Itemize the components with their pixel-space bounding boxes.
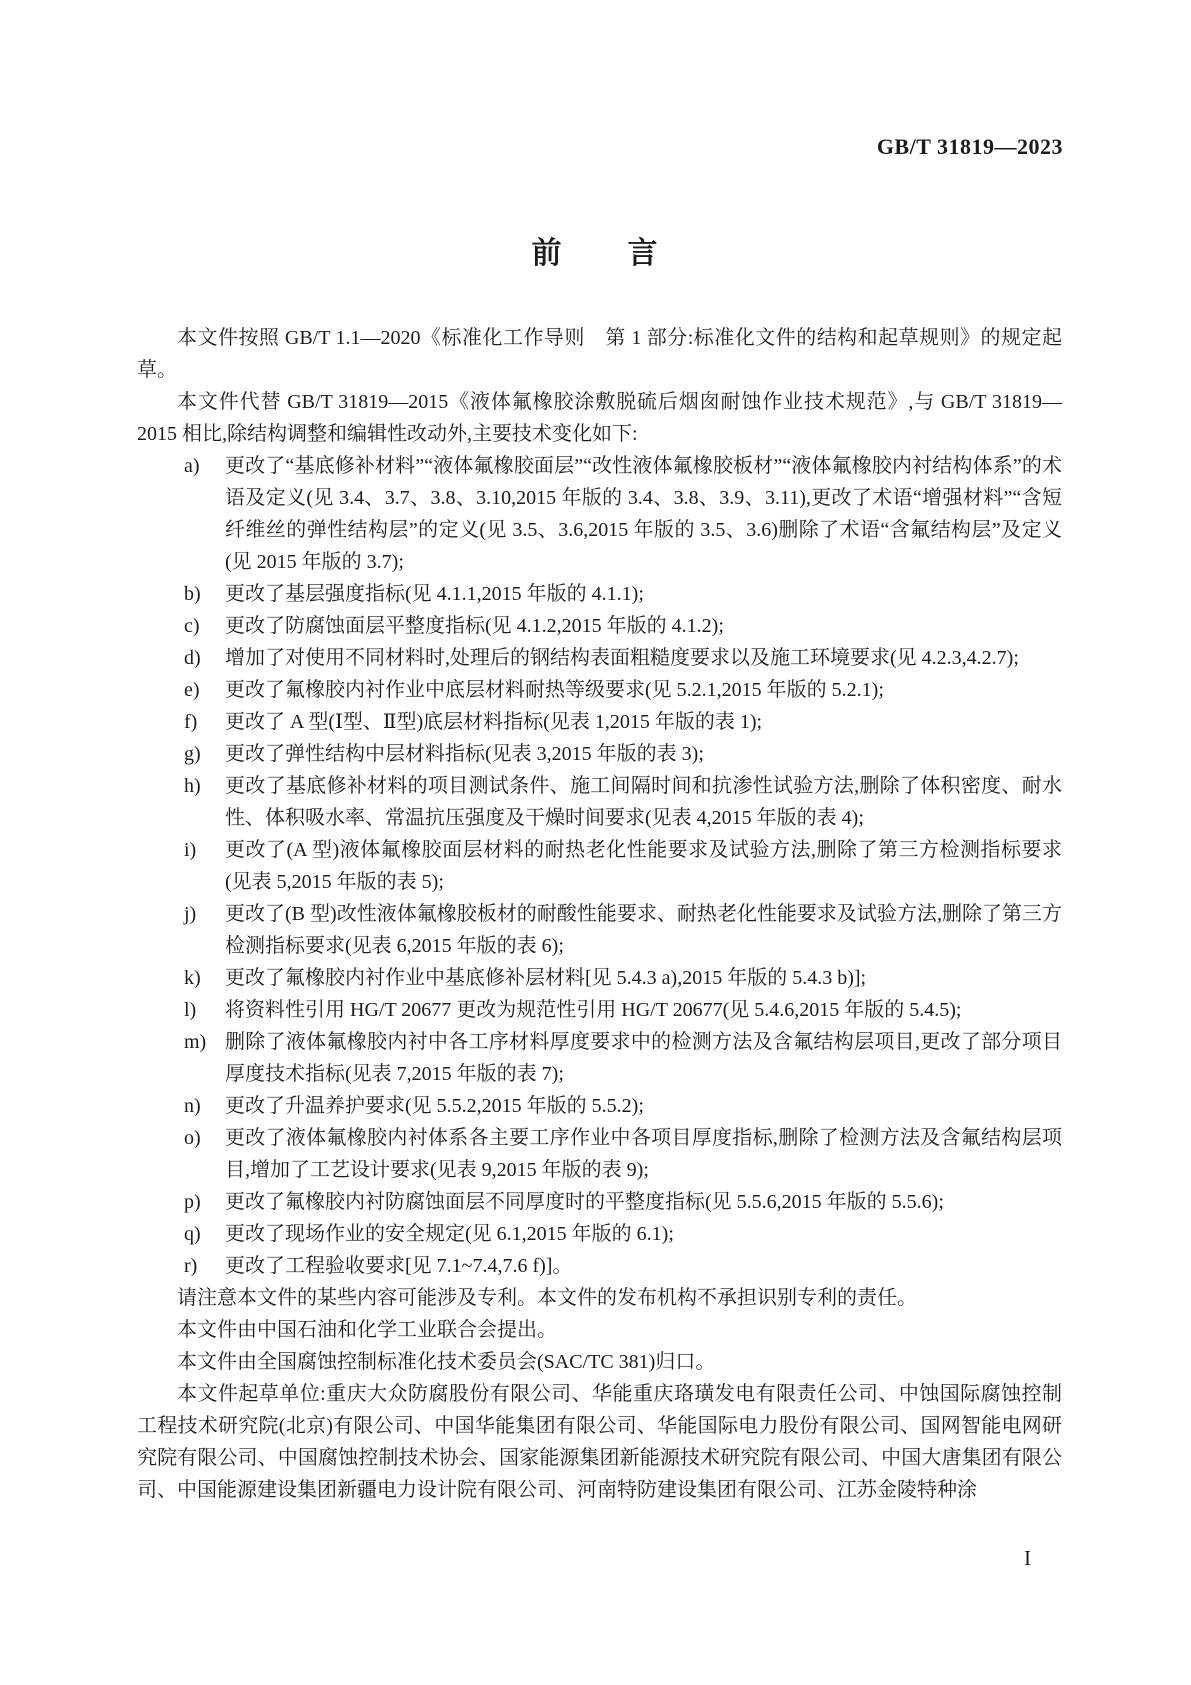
change-item-label: f): [184, 711, 198, 733]
change-item-label: h): [184, 775, 201, 797]
change-item-label: g): [184, 743, 201, 765]
change-item-label: a): [184, 455, 200, 477]
change-item-text: 更改了液体氟橡胶内衬体系各主要工序作业中各项目厚度指标,删除了检测方法及含氟结构层项目,增加了工艺设计要求(见表 9,2015 年版的表 9);: [225, 1127, 1062, 1181]
change-item: [137, 770, 1062, 834]
change-item: [137, 450, 1062, 578]
change-item-label: c): [184, 615, 200, 637]
intro-paragraph-2: 本文件代替 GB/T 31819—2015《液体氟橡胶涂敷脱硫后烟囱耐蚀作业技术规范》,与 GB/T 31819—2015 相比,除结构调整和编辑性改动外,主要技术变化如下:: [137, 391, 1062, 445]
change-item-label: n): [184, 1095, 201, 1117]
change-item-text: 更改了“基底修补材料”“液体氟橡胶面层”“改性液体氟橡胶板材”“液体氟橡胶内衬结构体系”的术语及定义(见 3.4、3.7、3.8、3.10,2015 年版的 3.4、3.8、3.9、3.11),更改了术语“增强材料”“含短纤维丝的弹性结构层”的定义(见 3.5、3.6,2015 年版的 3.5、3.6)删除了术语“含氟结构层”及定义(见 2015 年版的 3.7);: [225, 455, 1062, 573]
change-item-text: 更改了基底修补材料的项目测试条件、施工间隔时间和抗渗性试验方法,删除了体积密度、耐水性、体积吸水率、常温抗压强度及干燥时间要求(见表 4,2015 年版的表 4);: [225, 775, 1062, 829]
change-item-label: q): [184, 1223, 201, 1245]
change-item-text: 删除了液体氟橡胶内衬中各工序材料厚度要求中的检测方法及含氟结构层项目,更改了部分项目厚度技术指标(见表 7,2015 年版的表 7);: [225, 1031, 1062, 1085]
change-item: [137, 1122, 1062, 1186]
change-list: [137, 450, 1062, 1282]
change-item-label: p): [184, 1191, 201, 1213]
change-item-text: 更改了氟橡胶内衬作业中底层材料耐热等级要求(见 5.2.1,2015 年版的 5.2.1);: [225, 679, 884, 701]
change-item-label: r): [184, 1255, 198, 1277]
change-item-text: 更改了氟橡胶内衬防腐蚀面层不同厚度时的平整度指标(见 5.5.6,2015 年版的 5.5.6);: [225, 1191, 944, 1213]
change-item-label: e): [184, 679, 200, 701]
change-item-label: j): [184, 903, 197, 925]
change-item: [137, 1090, 1062, 1122]
page-title: 前 言: [531, 237, 660, 270]
intro-paragraph-1: 本文件按照 GB/T 1.1—2020《标准化工作导则 第 1 部分:标准化文件的结构和起草规则》的规定起草。: [137, 327, 1062, 381]
change-item-text: 更改了氟橡胶内衬作业中基底修补层材料[见 5.4.3 a),2015 年版的 5.4.3 b)];: [225, 967, 867, 989]
change-item-label: o): [184, 1127, 201, 1149]
change-item-label: m): [184, 1031, 207, 1053]
change-item-text: 更改了(B 型)改性液体氟橡胶板材的耐酸性能要求、耐热老化性能要求及试验方法,删除了第三方检测指标要求(见表 6,2015 年版的表 6);: [225, 903, 1062, 957]
change-item-text: 更改了升温养护要求(见 5.5.2,2015 年版的 5.5.2);: [225, 1095, 644, 1117]
change-item-text: 更改了 A 型(Ⅰ型、Ⅱ型)底层材料指标(见表 1,2015 年版的表 1);: [225, 711, 763, 733]
change-item: [137, 994, 1062, 1026]
change-item-text: 更改了弹性结构中层材料指标(见表 3,2015 年版的表 3);: [225, 743, 704, 765]
change-item: [137, 1218, 1062, 1250]
change-item-text: 更改了防腐蚀面层平整度指标(见 4.1.2,2015 年版的 4.1.2);: [225, 615, 724, 637]
change-item: [137, 1250, 1062, 1282]
change-item: [137, 642, 1062, 674]
change-item: [137, 1026, 1062, 1090]
change-item: [137, 738, 1062, 770]
change-item-text: 增加了对使用不同材料时,处理后的钢结构表面粗糙度要求以及施工环境要求(见 4.2.3,4.2.7);: [225, 647, 1019, 669]
change-item-label: i): [184, 839, 197, 861]
change-item-text: 更改了(A 型)液体氟橡胶面层材料的耐热老化性能要求及试验方法,删除了第三方检测指标要求(见表 5,2015 年版的表 5);: [225, 839, 1062, 893]
change-item-label: b): [184, 583, 201, 605]
centralized-by-paragraph: 本文件由全国腐蚀控制标准化技术委员会(SAC/TC 381)归口。: [177, 1351, 716, 1373]
change-item: [137, 674, 1062, 706]
change-item-label: k): [184, 967, 201, 989]
change-item-text: 更改了工程验收要求[见 7.1~7.4,7.6 f)]。: [225, 1255, 573, 1277]
change-item-text: 将资料性引用 HG/T 20677 更改为规范性引用 HG/T 20677(见 5.4.6,2015 年版的 5.4.5);: [225, 999, 962, 1021]
standard-number: GB/T 31819—2023: [876, 134, 1063, 159]
change-item: [137, 578, 1062, 610]
page-content: [137, 322, 1062, 1506]
proposed-by-paragraph: 本文件由中国石油和化学工业联合会提出。: [177, 1319, 557, 1341]
change-item: [137, 610, 1062, 642]
change-item: [137, 834, 1062, 898]
patent-notice-paragraph: 请注意本文件的某些内容可能涉及专利。本文件的发布机构不承担识别专利的责任。: [177, 1287, 917, 1309]
change-item: [137, 706, 1062, 738]
drafting-organizations-paragraph: 本文件起草单位:重庆大众防腐股份有限公司、华能重庆珞璜发电有限责任公司、中蚀国际腐蚀控制工程技术研究院(北京)有限公司、中国华能集团有限公司、华能国际电力股份有限公司、国网智能电网研究院有限公司、中国腐蚀控制技术协会、国家能源集团新能源技术研究院有限公司、中国大唐集团有限公司、中国能源建设集团新疆电力设计院有限公司、河南特防建设集团有限公司、江苏金陵特种涂: [137, 1383, 1062, 1501]
change-item-label: l): [184, 999, 197, 1021]
change-item: [137, 898, 1062, 962]
change-item-text: 更改了基层强度指标(见 4.1.1,2015 年版的 4.1.1);: [225, 583, 644, 605]
change-item-label: d): [184, 647, 201, 669]
change-item-text: 更改了现场作业的安全规定(见 6.1,2015 年版的 6.1);: [225, 1223, 674, 1245]
page-number: I: [1024, 1546, 1031, 1570]
change-item: [137, 962, 1062, 994]
change-item: [137, 1186, 1062, 1218]
